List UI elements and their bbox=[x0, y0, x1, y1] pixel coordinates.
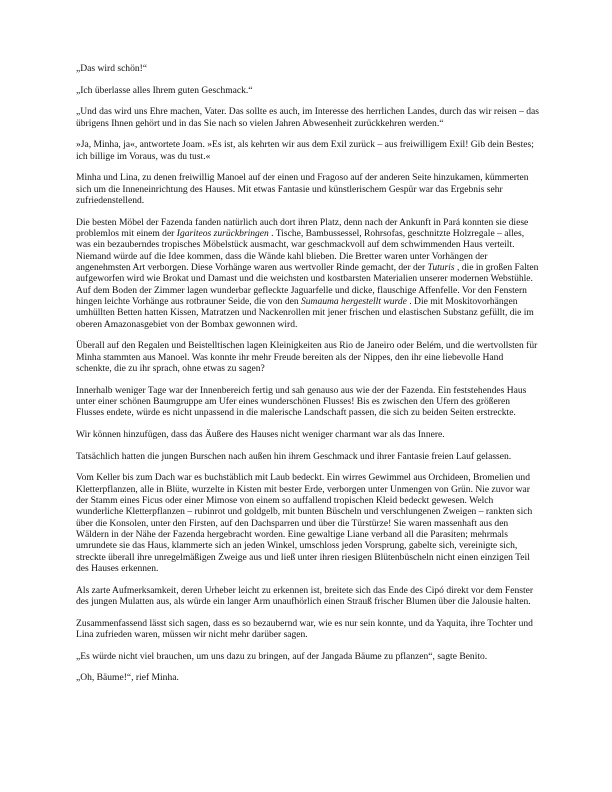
text-run: „Ich überlasse alles Ihrem guten Geschmack.“ bbox=[76, 84, 253, 96]
paragraph bbox=[76, 85, 540, 96]
italic-term: Tuturis bbox=[427, 261, 455, 273]
text-run: . Tische, Bambussessel, Rohrsofas, geschnitzte Holzregale – alles, was ein bezauberndes tropisches Möbelstück ausmacht, war geschmackvoll auf dem schwimmenden Haus verteilt. Niemand würde auf die Idee kommen, dass die Wände kahl blieben. Die Bretter waren unter Vorhängen der angenehmsten Art verborgen. Diese Vorhänge waren aus wertvoller Rinde gemacht, der der bbox=[76, 227, 525, 273]
paragraph bbox=[76, 651, 540, 662]
text-run: Überall auf den Regalen und Beistelltischen lagen Kleinigkeiten aus Rio de Janeiro oder Belém, und die wertvollsten für Minha stammten aus Manoel. Was konnte ihr mehr Freude bereiten als der Nippes, den ihr eine liebevolle Hand schenkte, die zu ihr sprach, ohne etwas zu sagen? bbox=[76, 340, 538, 374]
paragraph bbox=[76, 472, 540, 574]
text-run: „Oh, Bäume!“, rief Minha. bbox=[76, 672, 179, 684]
text-run: Als zarte Aufmerksamkeit, deren Urheber leicht zu erkennen ist, breitete sich das Ende des Cipó direkt vor dem Fenster des jungen Mulatten aus, als würde ein langer Arm unaufhörlich einen Strauß frischer Blumen über die Jalousie halten. bbox=[76, 584, 534, 607]
paragraph bbox=[76, 139, 540, 162]
text-run: Wir können hinzufügen, dass das Äußere des Hauses nicht weniger charmant war als das Innere. bbox=[76, 428, 445, 440]
text-run: . Die mit Moskitovorhängen umhüllten Betten hatten Kissen, Matratzen und Nackenrollen mit jener frischen und elastischen Substanz gefüllt, die im oberen Amazonasgebiet von der Bombax gewonnen wird. bbox=[76, 295, 534, 330]
paragraph bbox=[76, 106, 540, 129]
paragraph bbox=[76, 385, 540, 419]
paragraph bbox=[76, 429, 540, 440]
paragraph bbox=[76, 585, 540, 608]
italic-term: Igariteos zurückbringen bbox=[176, 227, 269, 239]
text-run: Innerhalb weniger Tage war der Innenbereich fertig und sah genauso aus wie der der Fazenda. Ein feststehendes Haus unter einer schönen Baumgruppe am Ufer eines wunderschönen Flusses! Bis es zwischen den Ufern des größeren Flusses endete, würde es nicht unpassend in die malerische Landschaft passen, die sich zu beiden Seiten erstreckte. bbox=[76, 384, 527, 419]
text-run: »Ja, Minha, ja«, antwortete Joam. »Es ist, als kehrten wir aus dem Exil zurück – aus freiwilligem Exil! Gib dein Bestes; ich billige im Voraus, was du tust.« bbox=[76, 139, 534, 162]
text-run: Vom Keller bis zum Dach war es buchstäblich mit Laub bedeckt. Ein wirres Gewimmel aus Orchideen, Bromelien und Kletterpflanzen, alle in Blüte, wurzelte in Kisten mit bester Erde, verborgen unter Unmengen von Grün. Nie zuvor war der Stamm eines Ficus oder einer Mimose von einem so auffallend tropischen Kleid bedeckt gewesen. Welch wunderliche Kletterpflanzen – rubinrot und goldgelb, mit bunten Büscheln und verschlungenen Zweigen – rankten sich über die Konsolen, unter den Firsten, auf den Dachsparren und über die Türstürze! Sie waren massenhaft aus den Wäldern in der Nähe der Fazenda hergebracht worden. Eine gewaltige Liane verband all die Parasiten; mehrmals umrundete sie das Haus, klammerte sich an jeden Winkel, umschloss jeden Vorsprung, gabelte sich, vereinigte sich, streckte überall ihre unregelmäßigen Zweige aus und ließ unter ihren riesigen Blütenbüscheln nicht einen einzigen Teil des Hauses erkennen. bbox=[76, 472, 533, 574]
paragraph bbox=[76, 340, 540, 374]
text-run: , die in großen Falten aufgeworfen wird wie Brokat und Damast und die weichsten und kostbarsten Materialien unserer modernen Webstühle. Auf dem Boden der Zimmer lagen wunderbar gefleckte Jaguarfelle und dicke, flauschige Affenfelle. Vor den Fenstern hingen leichte Vorhänge aus rotbrauner Seide, die von den bbox=[76, 261, 539, 307]
text-run: Minha und Lina, zu denen freiwillig Manoel auf der einen und Fragoso auf der anderen Seite hinzukamen, kümmerten sich um die Inneneinrichtung des Hauses. Mit etwas Fantasie und künstlerischem Gespür war das Ergebnis sehr zufriedenstellend. bbox=[76, 172, 529, 206]
paragraph bbox=[76, 672, 540, 683]
text-run: „Und das wird uns Ehre machen, Vater. Das sollte es auch, im Interesse des herrlichen Landes, durch das wir reisen – das übrigens Ihnen gehört und in das Sie nach so vielen Jahren Abwesenheit zurückkehren werden.“ bbox=[76, 106, 539, 129]
paragraph bbox=[76, 217, 540, 330]
text-run: „Es würde nicht viel brauchen, um uns dazu zu bringen, auf der Jangada Bäume zu pflanzen“, sagte Benito. bbox=[76, 650, 488, 662]
italic-term: Sumauma hergestellt wurde bbox=[301, 295, 407, 307]
text-run: Tatsächlich hatten die jungen Burschen nach außen hin ihrem Geschmack und ihrer Fantasie freien Lauf gelassen. bbox=[76, 450, 512, 462]
paragraph bbox=[76, 451, 540, 462]
document-body bbox=[76, 63, 540, 684]
paragraph bbox=[76, 618, 540, 641]
text-run: Zusammenfassend lässt sich sagen, dass es so bezaubernd war, wie es nur sein konnte, und da Yaquita, ihre Tochter und Lina zufrieden waren, müssen wir nicht mehr darüber sagen. bbox=[76, 617, 533, 640]
paragraph bbox=[76, 172, 540, 206]
text-run: Die besten Möbel der Fazenda fanden natürlich auch dort ihren Platz, denn nach der Ankunft in Pará konnten sie diese problemlos mit einem der bbox=[76, 216, 529, 239]
text-run: „Das wird schön!“ bbox=[76, 63, 148, 74]
paragraph bbox=[76, 63, 540, 74]
